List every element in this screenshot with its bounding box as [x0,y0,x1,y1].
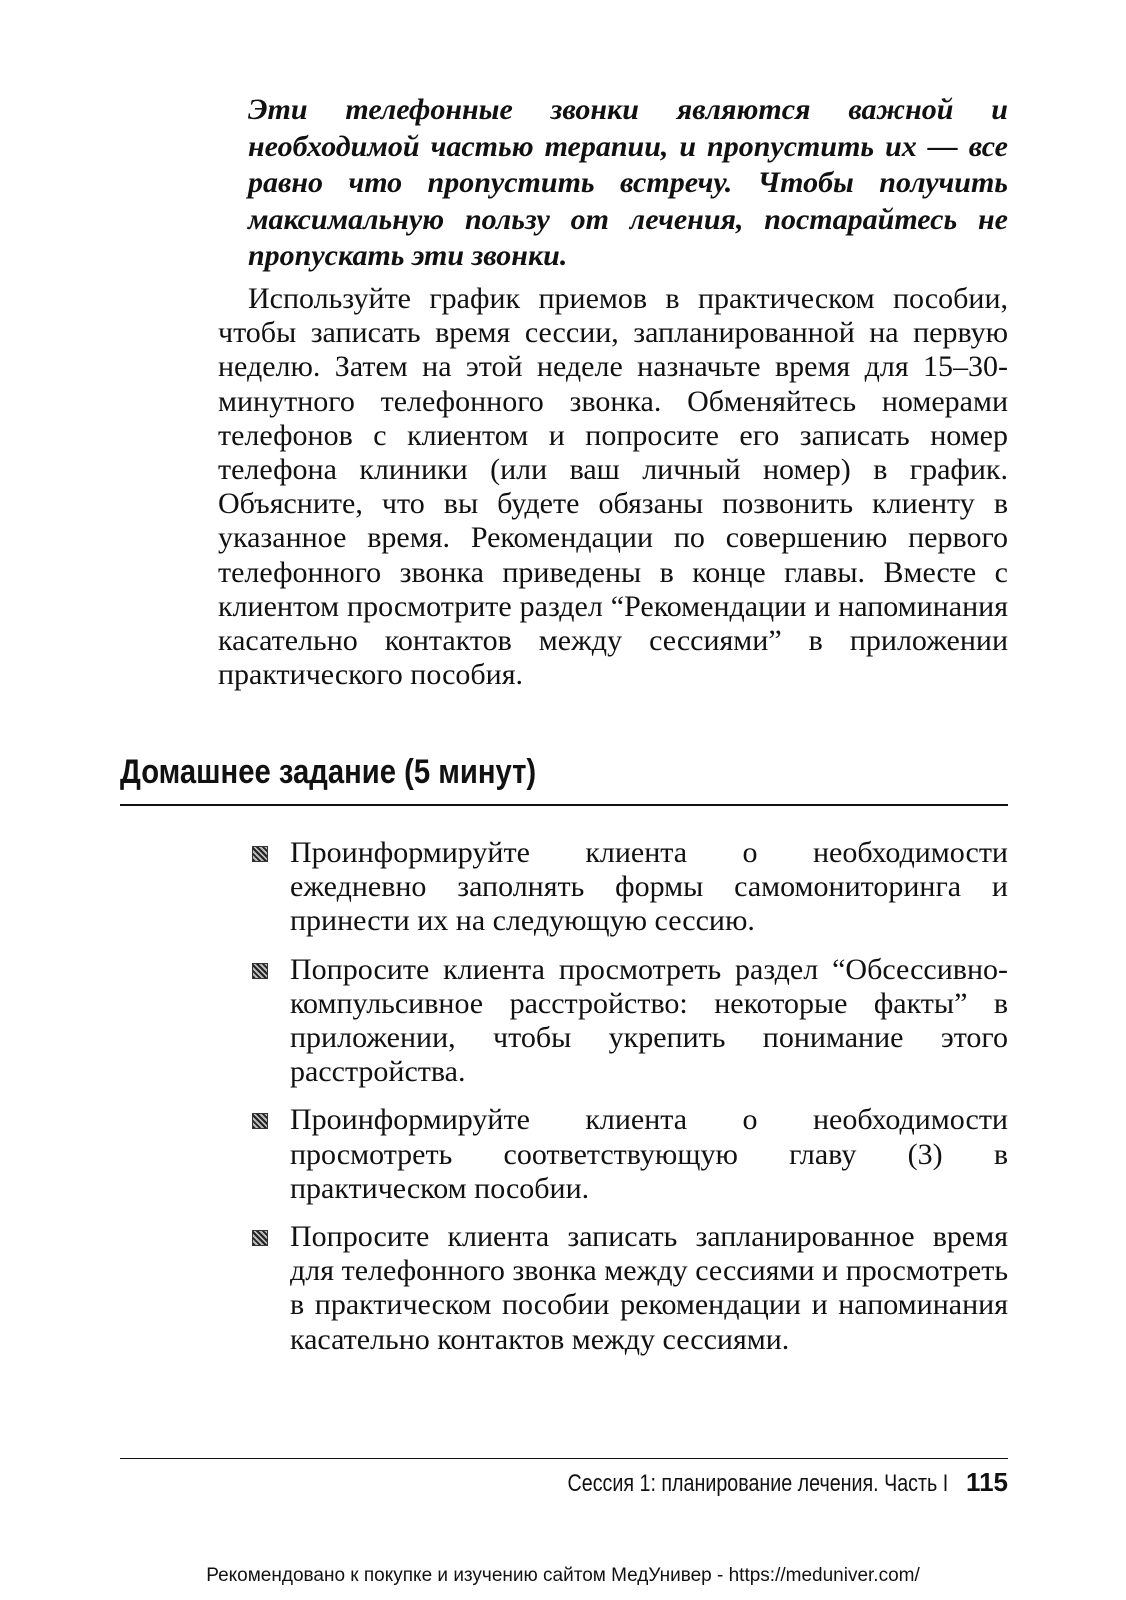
italic-note: Эти телефонные звонки являются важной и необходимой частью терапии, и пропустить их — все равно что пропустить встречу. Чтобы получить максимальную пользу от лечения, постарайтесь не пропускать эти звонки. [248,93,1008,272]
square-bullet-icon [252,846,268,862]
section-divider [120,804,1008,806]
watermark-link[interactable]: Рекомендовано к покупке и изучению сайтом МедУнивер - https://meduniver.com/ [206,1565,920,1586]
page-number: 115 [966,1467,1008,1497]
list-item-text: Проинформируйте клиента о необходимости просмотреть соответствующую главу (3) в практическом пособии. [290,1103,1008,1205]
list-item [252,953,1008,1090]
list-item-text: Попросите клиента записать запланированное время для телефонного звонка между сессиями и просмотреть в практическом пособии рекомендации и напоминания касательно контактов между сессиями. [290,1220,1008,1356]
page-footer [484,1466,1008,1500]
square-bullet-icon [252,1230,268,1246]
list-item-text: Проинформируйте клиента о необходимости ежедневно заполнять формы самомониторинга и принести их на следующую сессию. [290,836,1008,938]
running-title: Сессия 1: планирование лечения. Часть I [567,1470,949,1497]
square-bullet-icon [252,963,268,979]
section-title: Домашнее задание (5 минут) [120,753,537,791]
footer-divider [120,1458,1008,1459]
square-bullet-icon [252,1113,268,1129]
list-item [252,836,1008,939]
list-item [252,1103,1008,1206]
homework-list [252,836,1008,1371]
list-item [252,1220,1008,1357]
list-item-text: Попросите клиента просмотреть раздел “Обсессивно-компульсивное расстройство: некоторые факты” в приложении, чтобы укрепить понимание этого расстройства. [290,952,1008,1089]
body-paragraph: Используйте график приемов в практическом пособии, чтобы записать время сессии, запланированной на первую неделю. Затем на этой неделе назначьте время для 15–30-минутного телефонного звонка. Обменяйтесь номерами телефонов с клиентом и попросите его записать номер телефона клиники (или ваш личный номер) в график. Объясните, что вы будете обязаны позвонить клиенту в указанное время. Рекомендации по совершению первого телефонного звонка приведены в конце главы. Вместе с клиентом просмотрите раздел “Рекомендации и напоминания касательно контактов между сессиями” в приложении практического пособия. [218,282,1008,692]
